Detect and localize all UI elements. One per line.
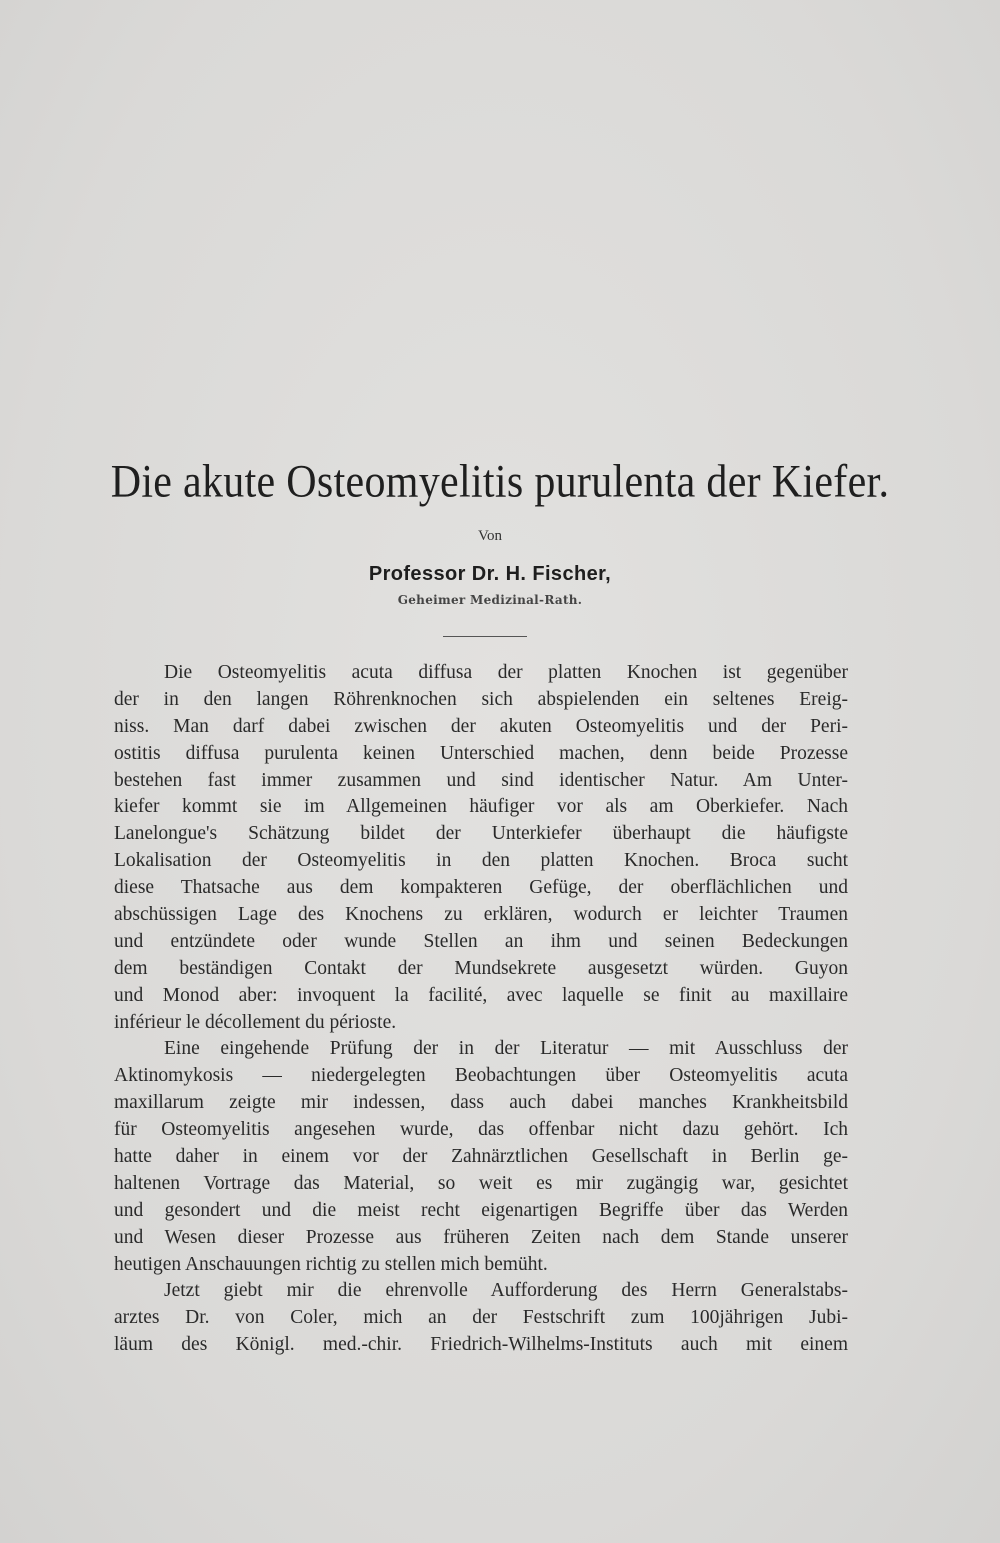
- body-line: Lokalisation der Osteomyelitis in den platten Knochen. Broca sucht: [114, 850, 848, 872]
- body-line: hatte daher in einem vor der Zahnärztlichen Gesellschaft in Berlin ge-: [114, 1146, 848, 1168]
- body-line: bestehen fast immer zusammen und sind identischer Natur. Am Unter-: [114, 769, 848, 791]
- body-line: heutigen Anschauungen richtig zu stellen mich bemüht.: [114, 1253, 548, 1275]
- body-line: dem beständigen Contakt der Mundsekrete ausgesetzt würden. Guyon: [114, 957, 848, 979]
- body-line: haltenen Vortrage das Material, so weit es mir zugängig war, gesichtet: [114, 1172, 848, 1194]
- body-line: arztes Dr. von Coler, mich an der Festschrift zum 100jährigen Jubi-: [114, 1307, 848, 1329]
- author-name: Professor Dr. H. Fischer,: [368, 563, 612, 585]
- body-line: und Monod aber: invoquent la facilité, avec laquelle se finit au maxillaire: [114, 984, 848, 1006]
- body-line: und gesondert und die meist recht eigenartigen Begriffe über das Werden: [114, 1199, 848, 1221]
- body-line: Eine eingehende Prüfung der in der Literatur — mit Ausschluss der: [164, 1038, 848, 1060]
- body-line: und entzündete oder wunde Stellen an ihm und seinen Bedeckungen: [114, 930, 848, 952]
- body-line: niss. Man darf dabei zwischen der akuten Osteomyelitis und der Peri-: [114, 715, 848, 737]
- body-line: Jetzt giebt mir die ehrenvolle Aufforderung des Herrn Generalstabs-: [164, 1280, 848, 1302]
- body-line: läum des Königl. med.-chir. Friedrich-Wilhelms-Instituts auch mit einem: [114, 1334, 848, 1356]
- title-divider: [443, 636, 527, 637]
- body-line: und Wesen dieser Prozesse aus früheren Zeiten nach dem Stande unserer: [114, 1226, 848, 1248]
- body-line: kiefer kommt sie im Allgemeinen häufiger vor als am Oberkiefer. Nach: [114, 796, 848, 818]
- body-line: Aktinomykosis — niedergelegten Beobachtungen über Osteomyelitis acuta: [114, 1065, 848, 1087]
- body-line: der in den langen Röhrenknochen sich abspielenden ein seltenes Ereig-: [114, 688, 848, 710]
- body-line: diese Thatsache aus dem kompakteren Gefüge, der oberflächlichen und: [114, 877, 848, 899]
- article-body: [114, 660, 848, 1359]
- article-title: Die akute Osteomyelitis purulenta der Kiefer.: [110, 456, 890, 508]
- body-line: inférieur le décollement du périoste.: [114, 1011, 397, 1033]
- body-line: Lanelongue's Schätzung bildet der Unterkiefer überhaupt die häufigste: [114, 823, 848, 845]
- body-line: ostitis diffusa purulenta keinen Unterschied machen, denn beide Prozesse: [114, 742, 848, 764]
- body-line: abschüssigen Lage des Knochens zu erklären, wodurch er leichter Traumen: [114, 904, 848, 926]
- body-line: maxillarum zeigte mir indessen, dass auch dabei manches Krankheitsbild: [114, 1092, 848, 1114]
- body-line: Die Osteomyelitis acuta diffusa der platten Knochen ist gegenüber: [164, 662, 848, 683]
- author-title: Geheimer Medizinal-Rath.: [397, 593, 583, 607]
- body-line: für Osteomyelitis angesehen wurde, das offenbar nicht dazu gehört. Ich: [114, 1119, 848, 1141]
- byline-prefix: Von: [478, 528, 502, 544]
